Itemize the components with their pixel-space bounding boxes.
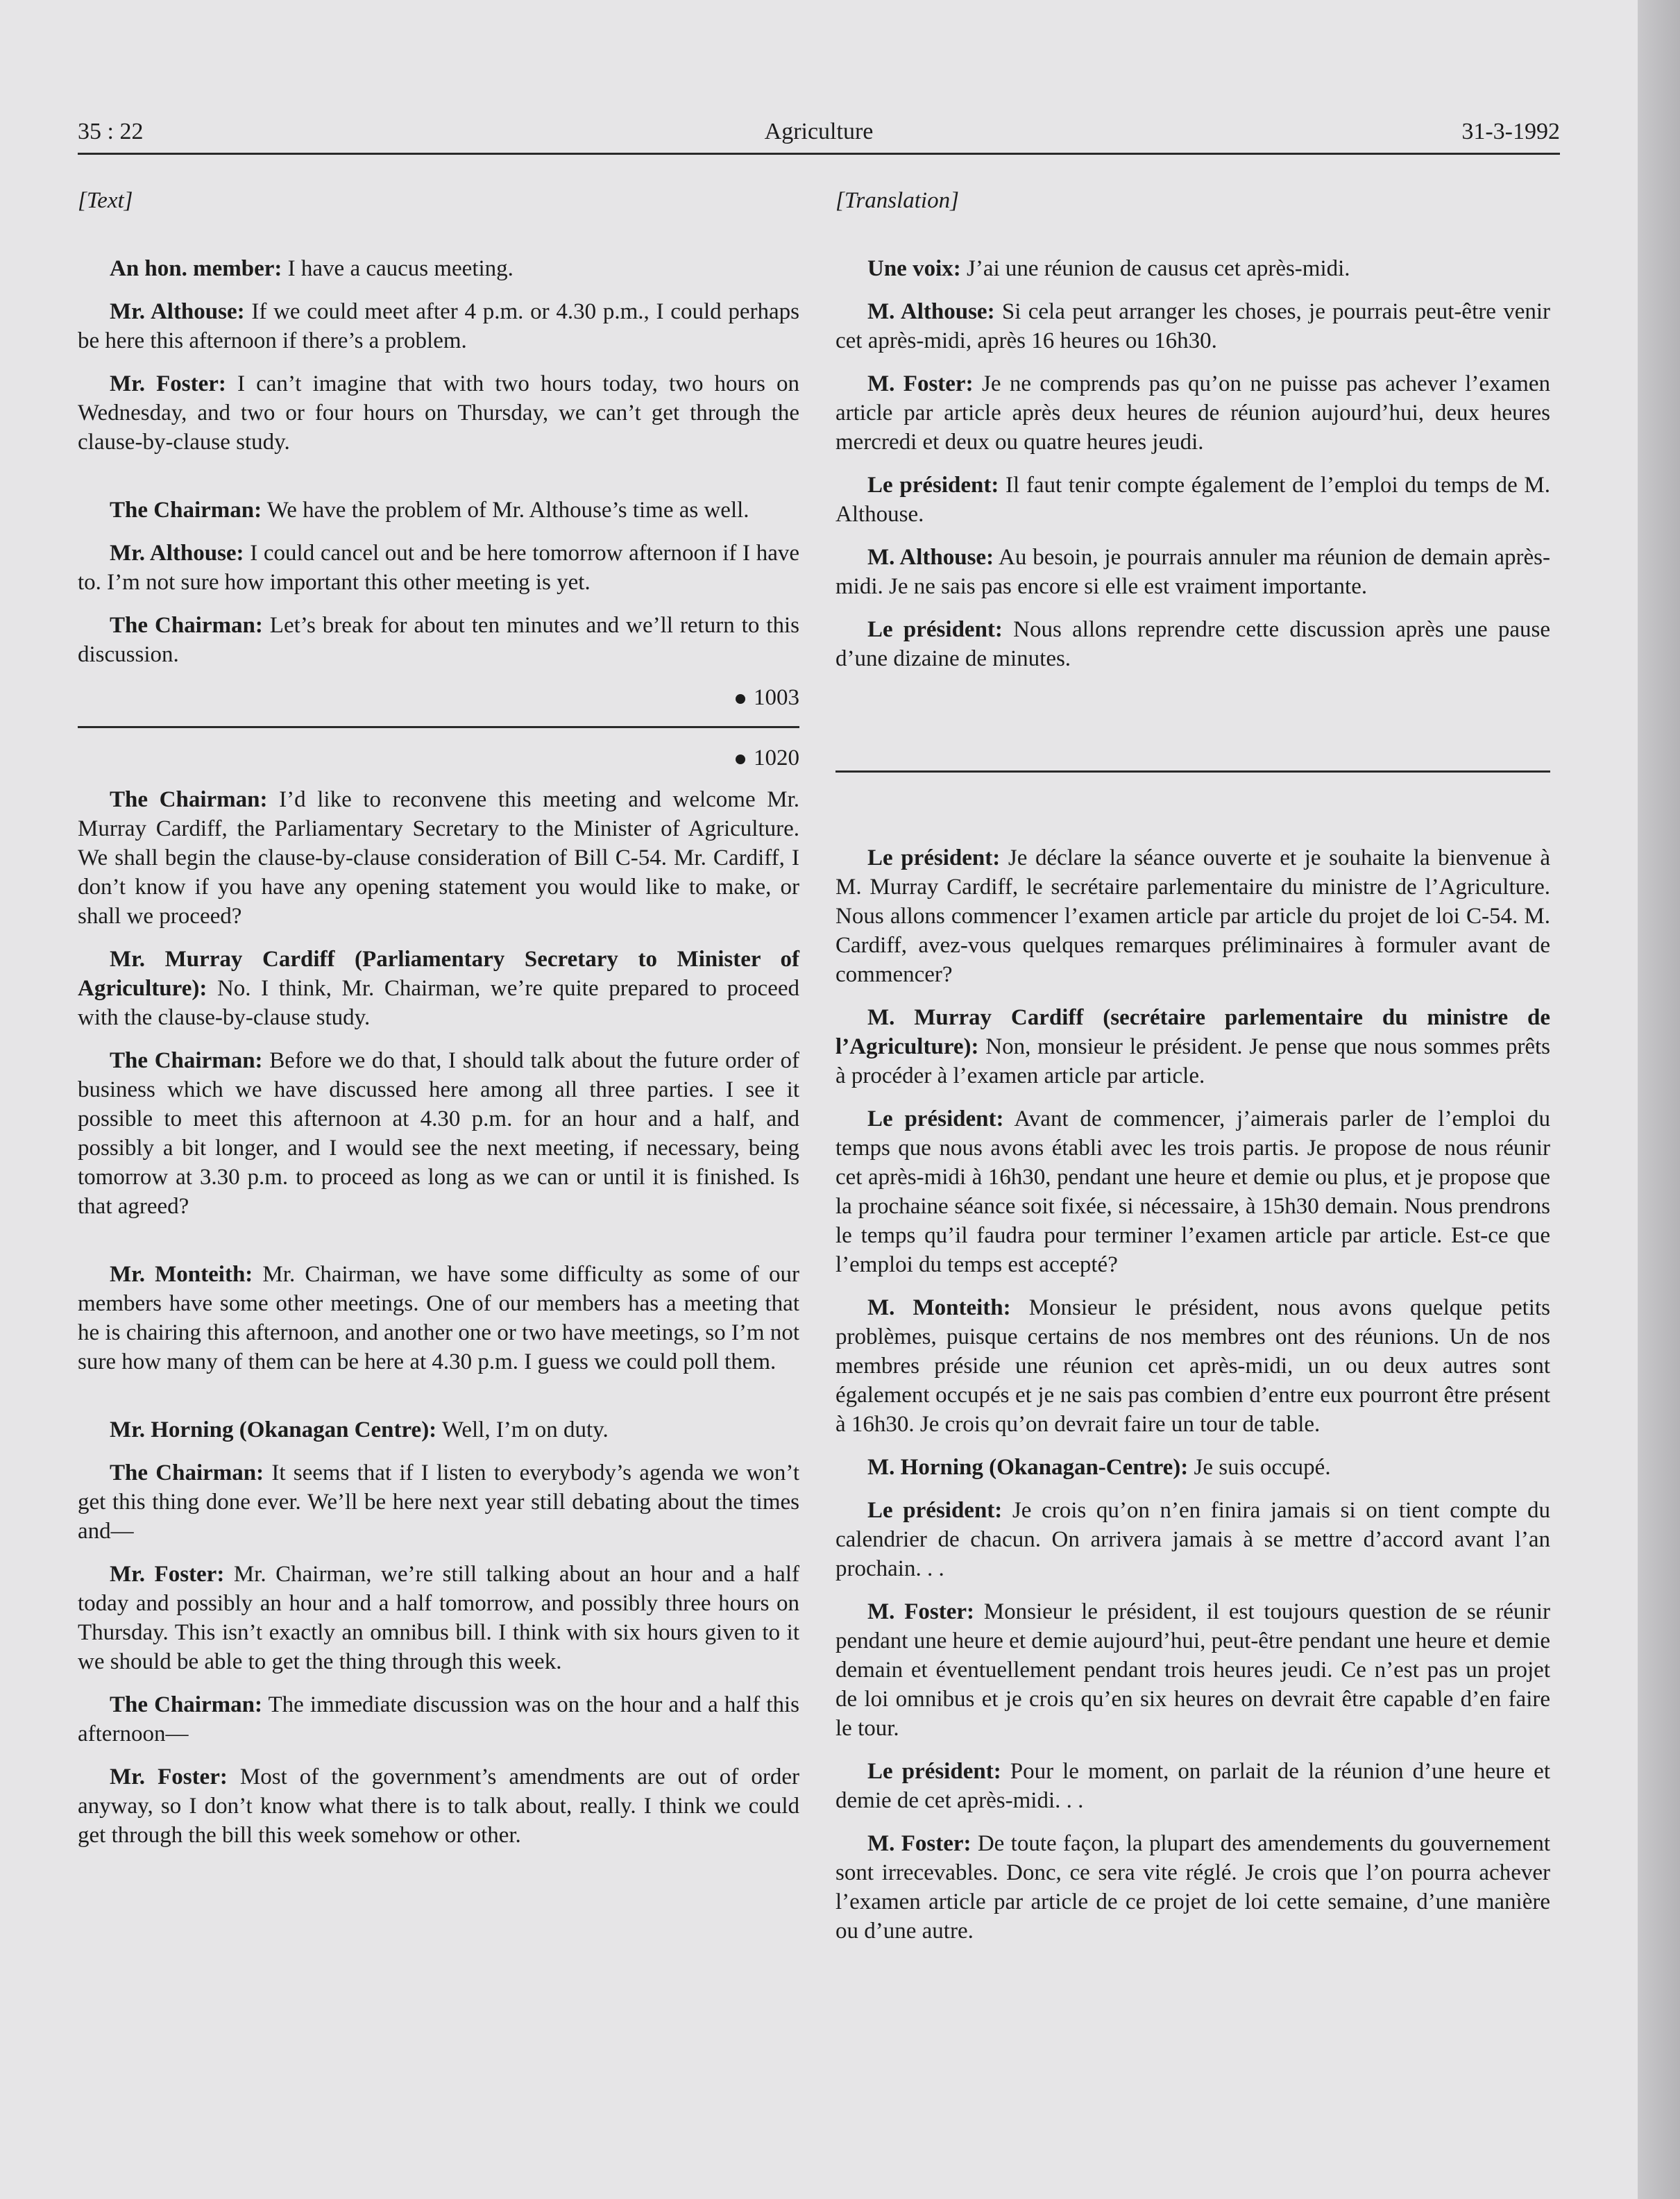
- speaker-name: The Chairman:: [110, 1692, 262, 1717]
- page-edge: [1638, 0, 1680, 2199]
- speech-paragraph: [835, 471, 1550, 529]
- timestamp-marker: [78, 683, 799, 712]
- speech-paragraph: [78, 1762, 799, 1850]
- bullet-icon: [736, 694, 745, 704]
- speaker-name: M. Foster:: [867, 1599, 974, 1624]
- speech-text: Je déclare la séance ouverte et je souhaite la bienvenue à M. Murray Cardiff, le secrétaire parlementaire du ministre de l’Agriculture. Nous allons commencer l’examen article par article du projet de loi C-54. M. Cardiff, avez-vous quelques remarques préliminaires à formuler avant de commencer?: [835, 845, 1550, 987]
- speech-text: Pour le moment, on parlait de la réunion d’une heure et demie de cet après-midi. . .: [835, 1759, 1550, 1813]
- speech-paragraph: [78, 1046, 799, 1221]
- speech-text: Monsieur le président, nous avons quelque petits problèmes, puisque certains de nos membres ont des réunions. Un de nos membres préside une réunion cet après-midi, un ou deux autres sont également occupés et je ne sais pas combien d’entre eux pourront être présent à 16h30. Je crois qu’on devrait faire un tour de table.: [835, 1295, 1550, 1437]
- speech-text: Je ne comprends pas qu’on ne puisse pas achever l’examen article par article après deux heures de réunion aujourd’hui, deux heures mercredi et deux ou quatre heures jeudi.: [835, 371, 1551, 455]
- speaker-name: The Chairman:: [110, 1460, 264, 1485]
- speech-paragraph: [835, 1597, 1550, 1743]
- speaker-name: M. Foster:: [867, 371, 974, 396]
- speech-text: Mr. Chairman, we have some difficulty as some of our members have some other meetings. One of our members has a meeting that he is chairing this afternoon, and another one or two have meetings, so I’m not sure how many of them can be here at 4.30 p.m. I guess we could poll them.: [78, 1262, 800, 1374]
- speech-text: Most of the government’s amendments are out of order anyway, so I don’t know what there is to talk about, really. I think we could get through the bill this week somehow or other.: [78, 1764, 799, 1848]
- speech-text: I have a caucus meeting.: [282, 256, 514, 281]
- speech-text: Au besoin, je pourrais annuler ma réunion de demain après-midi. Je ne sais pas encore si elle est vraiment importante.: [835, 545, 1550, 599]
- speaker-name: M. Murray Cardiff (secrétaire parlementaire du ministre de l’Agriculture):: [835, 1005, 1550, 1059]
- speaker-name: Mr. Murray Cardiff (Parliamentary Secretary to Minister of Agriculture):: [78, 947, 799, 1001]
- speech-text: The immediate discussion was on the hour and a half this afternoon—: [78, 1692, 800, 1746]
- speech-text: Mr. Chairman, we’re still talking about an hour and a half today and possibly an hour and a half tomorrow, and possibly three hours on Thursday. This isn’t exactly an omnibus bill. I think with six hours given to it we should be able to get the thing through this week.: [78, 1562, 799, 1674]
- speaker-name: Le président:: [867, 473, 999, 498]
- text-tag: [Text]: [78, 188, 133, 213]
- speaker-name: Mr. Foster:: [110, 371, 226, 396]
- spacer: [835, 687, 1550, 757]
- speech-paragraph: [835, 1453, 1550, 1482]
- speech-paragraph: [78, 539, 799, 597]
- speaker-name: Une voix:: [867, 256, 961, 281]
- english-column: [78, 186, 799, 1864]
- speaker-name: The Chairman:: [110, 787, 268, 812]
- speech-text: Il faut tenir compte également de l’emploi du temps de M. Althouse.: [835, 473, 1550, 527]
- speaker-name: M. Foster:: [867, 1831, 971, 1856]
- speech-text: De toute façon, la plupart des amendements du gouvernement sont irrecevables. Donc, ce sera vite réglé. Je crois que l’on pourra achever l’examen article par article de ce projet de loi cette semaine, d’une manière ou d’une autre.: [835, 1831, 1551, 1944]
- speech-text: I’d like to reconvene this meeting and welcome Mr. Murray Cardiff, the Parliamentary Secretary to the Minister of Agriculture. We shall begin the clause-by-clause consideration of Bill C-54. Mr. Cardiff, I don’t know if you have any opening statement you would like to make, or shall we proceed?: [78, 787, 799, 929]
- speech-text: J’ai une réunion de causus cet après-midi.: [960, 256, 1350, 281]
- timestamp: 1003: [754, 685, 799, 710]
- speaker-name: Mr. Althouse:: [110, 541, 244, 566]
- speech-paragraph: [835, 615, 1550, 673]
- speech-text: We have the problem of Mr. Althouse’s time as well.: [262, 498, 749, 523]
- speech-paragraph: [835, 1293, 1550, 1439]
- speaker-name: Mr. Althouse:: [110, 299, 245, 324]
- speaker-name: Le président:: [867, 1106, 1004, 1131]
- speaker-name: M. Althouse:: [867, 545, 994, 570]
- speaker-name: Le président:: [867, 1759, 1001, 1784]
- speech-paragraph: [78, 254, 799, 283]
- speech-paragraph: [835, 1104, 1550, 1279]
- speech-paragraph: [78, 369, 799, 457]
- speaker-name: Mr. Foster:: [110, 1764, 228, 1789]
- speech-text: Avant de commencer, j’aimerais parler de l’emploi du temps que nous avons établi avec les trois partis. Je propose de nous réunir cet après-midi à 16h30, pendant une heure et demie ou plus, et je propose que la prochaine séance soit fixée, si nécessaire, à 15h30 demain. Nous prendrons le temps qu’il faudra pour terminer l’examen article par article. Est-ce que l’emploi du temps est accepté?: [835, 1106, 1551, 1277]
- speaker-name: Mr. Monteith:: [110, 1262, 253, 1287]
- speech-text: Before we do that, I should talk about the future order of business which we have discussed here among all three parties. I see it possible to meet this afternoon at 4.30 p.m. for an hour and a half, and possibly a bit longer, and I would see the next meeting, if necessary, being tomorrow at 3.30 p.m. to proceed as long as we can or until it is finished. Is that agreed?: [78, 1048, 799, 1219]
- speech-paragraph: [835, 1757, 1550, 1815]
- speaker-name: M. Horning (Okanagan-Centre):: [867, 1455, 1189, 1480]
- speech-paragraph: [78, 785, 799, 931]
- speech-paragraph: [835, 254, 1550, 283]
- speech-text: No. I think, Mr. Chairman, we’re quite prepared to proceed with the clause-by-clause study.: [78, 976, 799, 1030]
- speaker-name: The Chairman:: [110, 498, 262, 523]
- speech-paragraph: [78, 1560, 799, 1676]
- section-divider: [78, 726, 799, 728]
- speech-paragraph: [835, 1496, 1550, 1583]
- bullet-icon: [736, 755, 745, 764]
- speech-text: Si cela peut arranger les choses, je pourrais peut-être venir cet après-midi, après 16 heures ou 16h30.: [835, 299, 1550, 353]
- speech-paragraph: [78, 1260, 799, 1376]
- speech-paragraph: [835, 369, 1550, 457]
- speech-paragraph: [835, 297, 1550, 355]
- speaker-name: M. Althouse:: [867, 299, 995, 324]
- speech-paragraph: [78, 945, 799, 1032]
- page-date: 31-3-1992: [1461, 119, 1560, 144]
- speaker-name: Le président:: [867, 617, 1003, 642]
- speech-text: Je suis occupé.: [1188, 1455, 1331, 1480]
- spacer: [835, 788, 1550, 843]
- speech-text: If we could meet after 4 p.m. or 4.30 p.m., I could perhaps be here this afternoon if there’s a problem.: [78, 299, 799, 353]
- speaker-name: Mr. Foster:: [110, 1562, 225, 1587]
- speaker-name: The Chairman:: [110, 613, 263, 638]
- speech-text: Je crois qu’on n’en finira jamais si on tient compte du calendrier de chacun. On arrivera jamais à se mettre d’accord avant l’an prochain. . .: [835, 1498, 1550, 1581]
- speech-paragraph: [78, 1415, 799, 1444]
- speaker-name: M. Monteith:: [867, 1295, 1011, 1320]
- speaker-name: An hon. member:: [110, 256, 282, 281]
- section-divider: [835, 770, 1550, 773]
- speech-text: I can’t imagine that with two hours today, two hours on Wednesday, and two or four hours on Thursday, we can’t get through the clause-by-clause study.: [78, 371, 799, 455]
- speech-paragraph: [78, 297, 799, 355]
- publication-title: Agriculture: [764, 119, 874, 144]
- page-header: [78, 111, 1560, 155]
- timestamp: 1020: [754, 745, 799, 770]
- timestamp-marker: [78, 743, 799, 773]
- speaker-name: Le président:: [867, 845, 1001, 870]
- speech-paragraph: [835, 1829, 1550, 1946]
- translation-tag: [Translation]: [835, 188, 959, 213]
- speech-text: Non, monsieur le président. Je pense que nous sommes prêts à procéder à l’examen article par article.: [835, 1034, 1550, 1088]
- speaker-name: Mr. Horning (Okanagan Centre):: [110, 1417, 437, 1442]
- page-number: 35 : 22: [78, 119, 144, 144]
- speech-paragraph: [835, 1003, 1550, 1090]
- speech-paragraph: [835, 843, 1550, 989]
- speech-text: Well, I’m on duty.: [436, 1417, 609, 1442]
- speech-paragraph: [78, 1690, 799, 1749]
- speech-paragraph: [78, 1458, 799, 1546]
- speech-text: Let’s break for about ten minutes and we’ll return to this discussion.: [78, 613, 800, 667]
- speech-text: It seems that if I listen to everybody’s agenda we won’t get this thing done ever. We’ll be here next year still debating about the times and—: [78, 1460, 799, 1544]
- speech-paragraph: [835, 543, 1550, 601]
- speaker-name: Le président:: [867, 1498, 1003, 1523]
- speaker-name: The Chairman:: [110, 1048, 263, 1073]
- speech-paragraph: [78, 611, 799, 669]
- speech-text: Monsieur le président, il est toujours question de se réunir pendant une heure et demie aujourd’hui, peut-être pendant une heure et demie demain et éventuellement pendant trois heures jeudi. Ce n’est pas un projet de loi omnibus et je crois qu’en six heures on devrait être capable d’en faire le tour.: [835, 1599, 1551, 1741]
- speech-text: I could cancel out and be here tomorrow afternoon if I have to. I’m not sure how important this other meeting is yet.: [78, 541, 799, 595]
- french-column: [835, 186, 1550, 1960]
- speech-text: Nous allons reprendre cette discussion après une pause d’une dizaine de minutes.: [835, 617, 1550, 671]
- speech-paragraph: [78, 496, 799, 525]
